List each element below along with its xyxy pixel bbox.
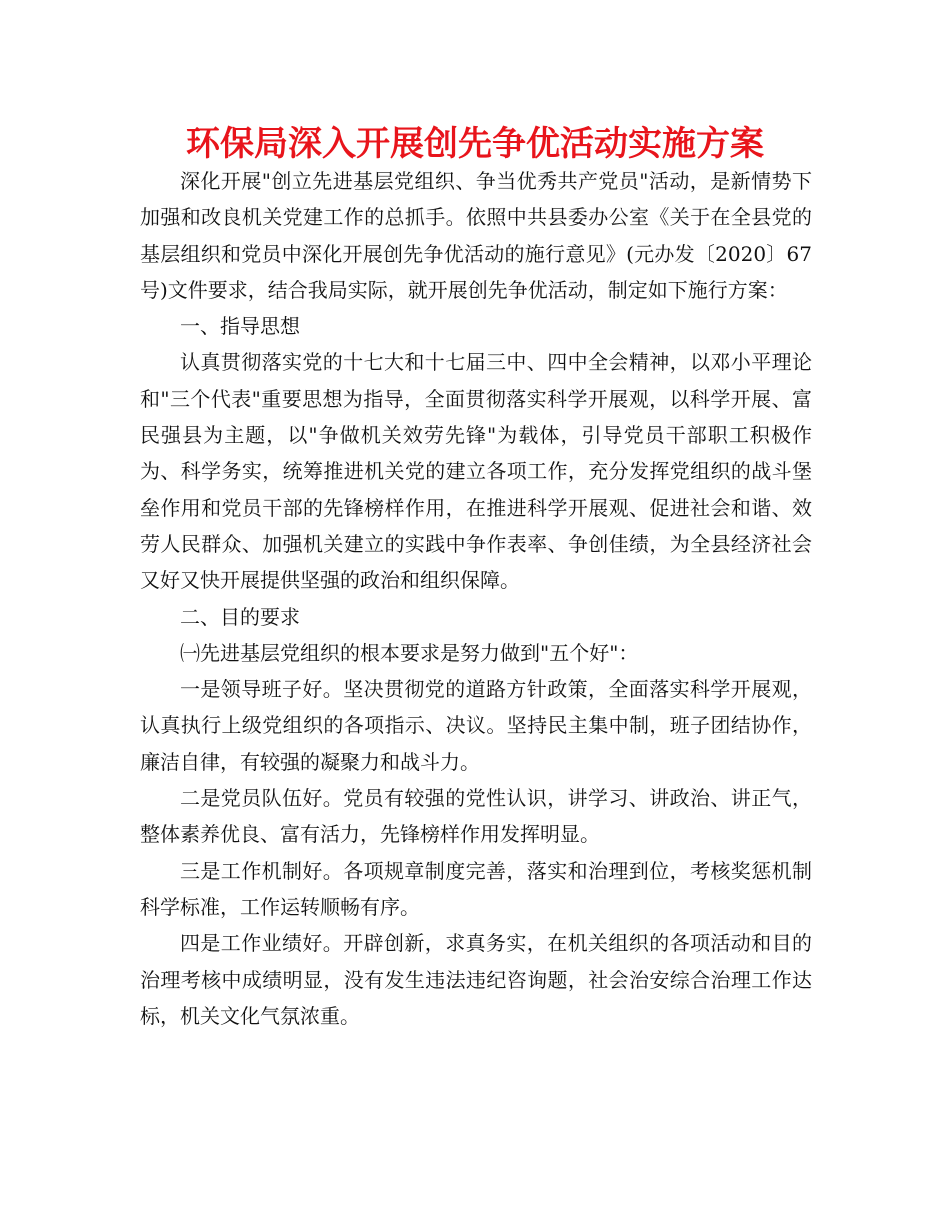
paragraph-work-performance: 四是工作业绩好。开辟创新，求真务实，在机关组织的各项活动和目的治理考核中成绩明显，没有发生违法违纪咨询题，社会治安综合治理工作达标，机关文化气氛浓重。 xyxy=(140,931,812,1028)
paragraph-guiding-ideology: 认真贯彻落实党的十七大和十七届三中、四中全会精神，以邓小平理论和"三个代表"重要思想为指导，全面贯彻落实科学开展观，以科学开展、富民强县为主题，以"争做机关效劳先锋"为载体，引导党员干部职工积极作为、科学务实，统筹推进机关党的建立各项工作，充分发挥党组织的战斗堡垒作用和党员干部的先锋榜样作用，在推进科学开展观、促进社会和谐、效劳人民群众、加强机关建立的实践中争作表率、争创佳绩，为全县经济社会又好又快开展提供坚强的政治和组织保障。 xyxy=(140,350,812,593)
section-heading-guiding-ideology: 一、指导思想 xyxy=(180,314,300,339)
paragraph-work-mechanism: 三是工作机制好。各项规章制度完善，落实和治理到位，考核奖惩机制科学标准，工作运转顺畅有序。 xyxy=(140,858,812,919)
paragraph-intro: 深化开展"创立先进基层党组织、争当优秀共产党员"活动，是新情势下加强和改良机关党建工作的总抓手。依照中共县委办公室《关于在全县党的基层组织和党员中深化开展创先争优活动的施行意见》(元办发〔2020〕67号)文件要求，结合我局实际，就开展创先争优活动，制定如下施行方案： xyxy=(140,169,812,302)
paragraph-leadership: 一是领导班子好。坚决贯彻党的道路方针政策，全面落实科学开展观，认真执行上级党组织的各项指示、决议。坚持民主集中制，班子团结协作，廉洁自律，有较强的凝聚力和战斗力。 xyxy=(140,677,812,774)
document-body xyxy=(140,163,812,1034)
paragraph-party-members: 二是党员队伍好。党员有较强的党性认识，讲学习、讲政治、讲正气，整体素养优良、富有活力，先锋榜样作用发挥明显。 xyxy=(140,786,812,847)
subsection-heading-five-goods: ㈠先进基层党组织的根本要求是努力做到"五个好"： xyxy=(180,640,639,665)
document-title: 环保局深入开展创先争优活动实施方案 xyxy=(186,124,764,164)
section-heading-goals: 二、目的要求 xyxy=(180,604,300,629)
